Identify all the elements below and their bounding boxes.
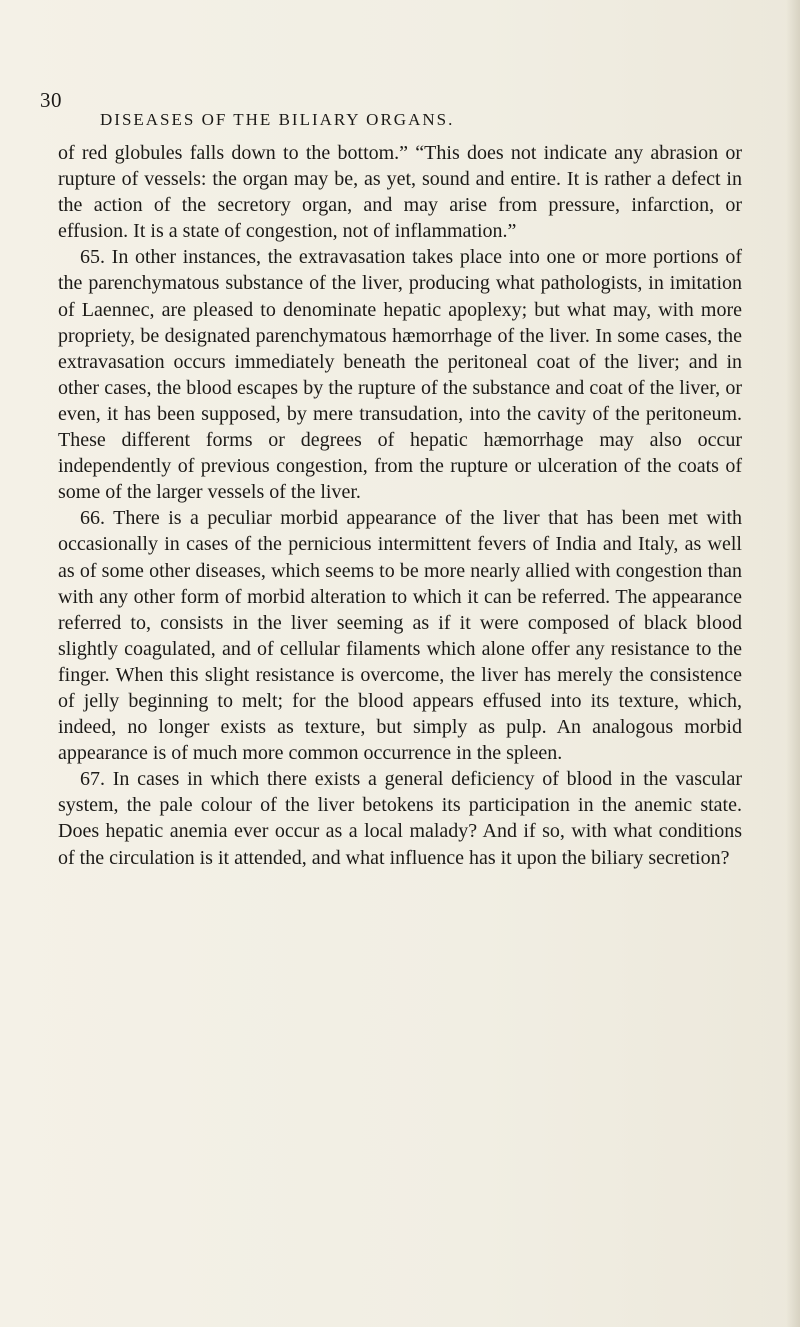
paragraph-66: 66. There is a peculiar morbid appearance of the liver that has been met with occasionally in cases of the pernicious intermittent fevers of India and Italy, as well as of some other diseases, which seems to be more nearly allied with congestion than with any other form of morbid alteration to which it can be referred. The appearance referred to, consists in the liver seeming as if it were composed of black blood slightly coagulated, and of cellular filaments which alone offer any resistance to the finger. When this slight resistance is overcome, the liver has merely the consistence of jelly beginning to melt; for the blood appears effused into its texture, which, indeed, no longer exists as texture, but simply as pulp. An analogous morbid appearance is of much more common occurrence in the spleen. [58,507,742,765]
body-text [58,140,742,871]
page-number: 30 [40,88,62,112]
page-edge-shadow [786,0,800,1327]
paragraph-67: 67. In cases in which there exists a general deficiency of blood in the vascular system, the pale colour of the liver betokens its participation in the anemic state. Does hepatic anemia ever occur as a local malady? And if so, with what conditions of the circulation is it attended, and what influence has it upon the biliary secretion? [58,768,742,869]
paragraph-65: 65. In other instances, the extravasation takes place into one or more portions of the parenchymatous substance of the liver, producing what pathologists, in imitation of Laennec, are pleased to denominate hepatic apoplexy; but what may, with more propriety, be designated parenchymatous hæmorrhage of the liver. In some cases, the extravasation occurs immediately beneath the peritoneal coat of the liver; and in other cases, the blood escapes by the rupture of the substance and coat of the liver, or even, it has been supposed, by mere transudation, into the cavity of the peritoneum. These different forms or degrees of hepatic hæmorrhage may also occur independently of previous congestion, from the rupture or ulceration of the coats of some of the larger vessels of the liver. [58,246,742,504]
running-head: DISEASES OF THE BILIARY ORGANS. [100,110,455,129]
paragraph-continuation: of red globules falls down to the bottom.” “This does not indicate any abrasion or rupture of vessels: the organ may be, as yet, sound and entire. It is rather a defect in the action of the secretory organ, and may arise from pressure, infarction, or effusion. It is a state of congestion, not of inflammation.” [58,142,742,243]
